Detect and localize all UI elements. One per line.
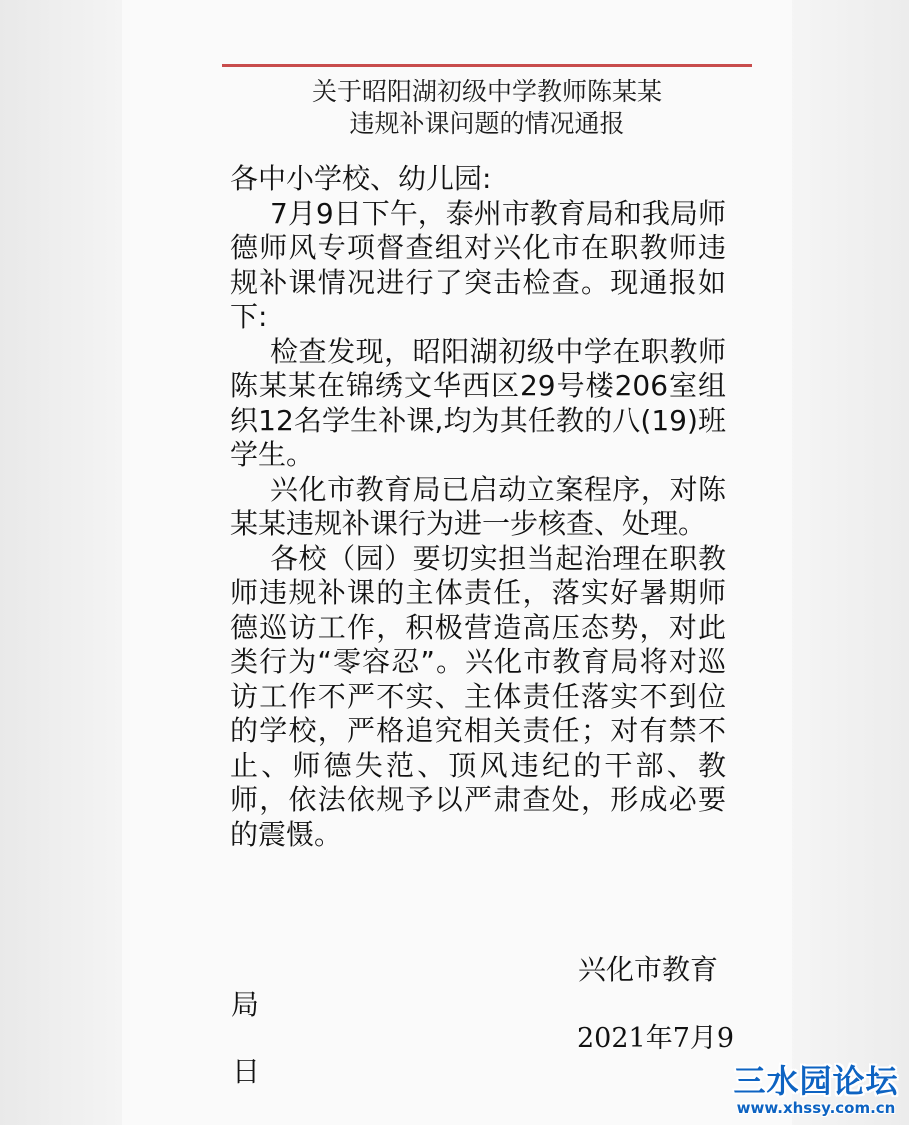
signature-date: 2021年7月9 bbox=[577, 1023, 735, 1054]
signature-date-wrap: 日 bbox=[232, 1055, 261, 1088]
red-header-rule bbox=[222, 64, 752, 67]
scan-margin-right bbox=[789, 0, 909, 1125]
document-body bbox=[230, 162, 726, 852]
paragraph-1: 7月9日下午，泰州市教育局和我局师德师风专项督查组对兴化市在职教师违规补课情况进行了突击检查。现通报如下: bbox=[230, 196, 726, 333]
watermark-logo bbox=[731, 1063, 901, 1117]
paragraph-3: 兴化市教育局已启动立案程序，对陈某某违规补课行为进一步核查、处理。 bbox=[230, 472, 726, 540]
signature-org-wrap: 局 bbox=[231, 988, 260, 1021]
title-line-1: 关于昭阳湖初级中学教师陈某某 bbox=[311, 77, 662, 106]
title-line-2: 违规补课问题的情况通报 bbox=[349, 109, 625, 138]
paragraph-2: 检查发现，昭阳湖初级中学在职教师陈某某在锦绣文华西区29号楼206室组织12名学生补课,均为其任教的八(19)班学生。 bbox=[230, 334, 726, 471]
salutation: 各中小学校、幼儿园: bbox=[230, 162, 492, 195]
watermark-url: www.xhssy.com.cn bbox=[736, 1099, 896, 1117]
signature-org: 兴化市教育 bbox=[578, 953, 719, 986]
paragraph-4: 各校（园）要切实担当起治理在职教师违规补课的主体责任，落实好暑期师德巡访工作，积极营造高压态势，对此类行为“零容忍”。兴化市教育局将对巡访工作不严不实、主体责任落实不到位的学校，严格追究相关责任；对有禁不止、师德失范、顶风违纪的干部、教师，依法依规予以严肃查处，形成必要的震慑。 bbox=[230, 541, 726, 851]
document-title bbox=[222, 76, 752, 140]
scan-margin-left bbox=[0, 0, 122, 1125]
watermark-logo-text: 三水园论坛 bbox=[733, 1062, 899, 1100]
